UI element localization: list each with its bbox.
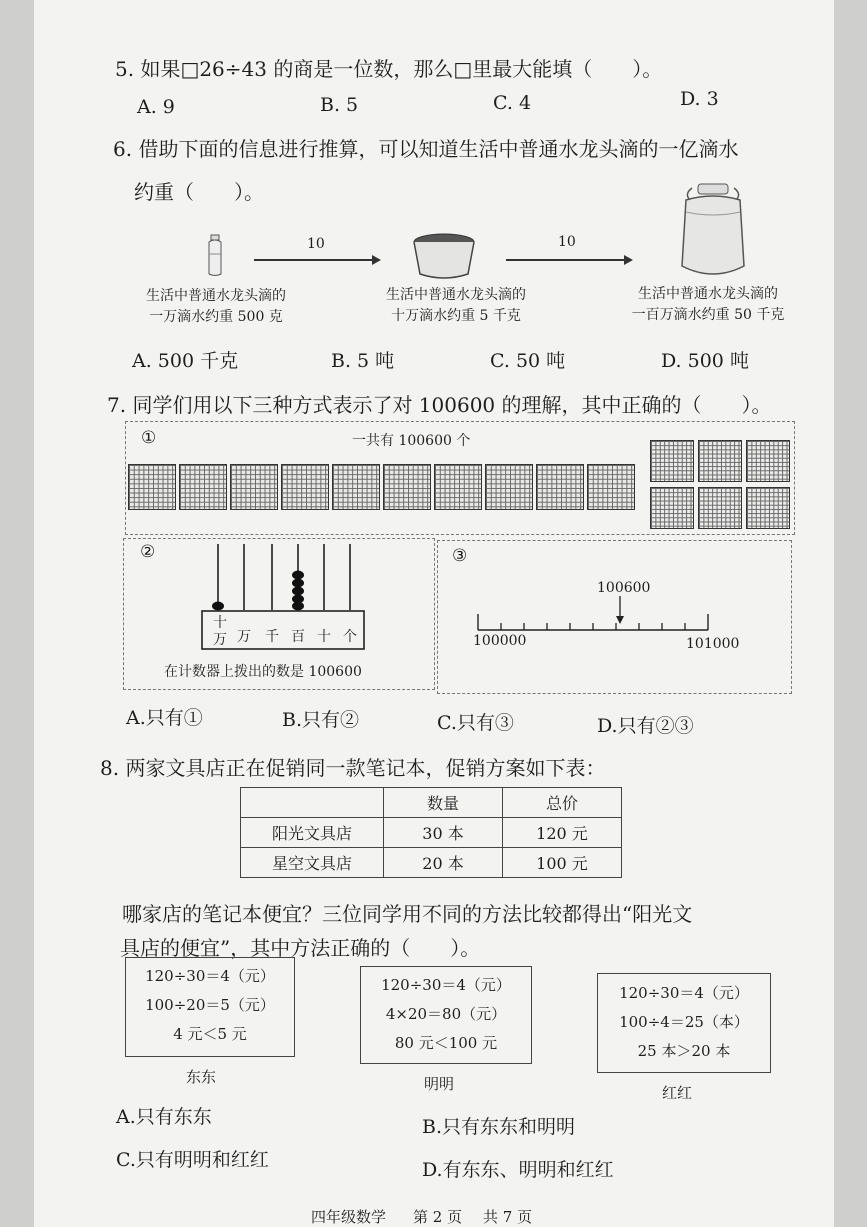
abacus-label-hundred-thousands: 十万: [213, 615, 227, 648]
water-barrel-icon: [678, 182, 748, 280]
table-row: [241, 818, 622, 848]
method-box-dongdong: [125, 957, 295, 1057]
caption-3-line2: 一百万滴水约重 50 千克: [631, 307, 785, 323]
method-line: 4 元＜5 元: [173, 1025, 247, 1043]
q6-stem-line2: 约重（ ）。: [134, 180, 264, 204]
q6-option-c: C. 50 吨: [490, 350, 566, 372]
panel-2-caption: 在计数器上拨出的数是 100600: [164, 664, 362, 680]
q7-option-b: B.只有②: [282, 709, 360, 731]
table-cell: 120 元: [503, 818, 622, 848]
thousand-cube: [230, 464, 278, 510]
q5-option-b: B. 5: [320, 94, 359, 116]
number-line: [470, 596, 720, 634]
arrow-1-label: 10: [307, 236, 325, 252]
method-line: 4×20＝80（元）: [385, 1005, 507, 1023]
thousand-cube: [434, 464, 482, 510]
panel-3-number: ③: [452, 546, 468, 566]
panel-1-number: ①: [141, 428, 157, 448]
method-box-mingming: [360, 966, 532, 1064]
method-line: 100÷4＝25（本）: [619, 1013, 749, 1031]
table-header-cell: 数量: [384, 788, 503, 818]
method-line: 100÷20＝5（元）: [145, 996, 275, 1014]
caption-1: [126, 286, 306, 328]
abacus-label-thousands: 千: [265, 629, 279, 645]
q7-option-c: C.只有③: [437, 712, 514, 734]
q8-question-line1: 哪家店的笔记本便宜？三位同学用不同的方法比较都得出“阳光文: [122, 902, 693, 926]
hundred-flat: [650, 440, 694, 482]
caption-3-line1: 生活中普通水龙头滴的: [638, 286, 778, 302]
table-row: [241, 848, 622, 878]
q6-option-b: B. 5 吨: [331, 350, 395, 372]
table-cell: 星空文具店: [241, 848, 384, 878]
caption-2-line1: 生活中普通水龙头滴的: [386, 287, 526, 303]
footer-subject: 四年级数学: [311, 1208, 387, 1226]
method-name-mingming: 明明: [424, 1075, 455, 1093]
thousand-cube: [536, 464, 584, 510]
thousand-cube: [485, 464, 533, 510]
panel-1-title: 一共有 100600 个: [352, 433, 471, 449]
thousand-cube: [332, 464, 380, 510]
caption-3: [608, 284, 808, 326]
table-cell: 100 元: [503, 848, 622, 878]
number-line-marker-label: 100600: [597, 580, 651, 596]
number-line-end: 101000: [686, 636, 740, 652]
method-line: 25 本＞20 本: [637, 1042, 731, 1060]
thousand-cube: [128, 464, 176, 510]
footer-page: 第 2 页: [413, 1208, 463, 1226]
number-line-start: 100000: [473, 633, 527, 649]
q8-question-line2: 具店的便宜”，其中方法正确的（ ）。: [120, 936, 481, 960]
method-line: 80 元＜100 元: [394, 1034, 498, 1052]
hundred-flat: [698, 440, 742, 482]
water-bottle-icon: [204, 234, 226, 278]
q6-option-a: A. 500 千克: [132, 350, 239, 372]
hundred-flat: [650, 487, 694, 529]
table-header-row: [241, 788, 622, 818]
thousand-cube: [383, 464, 431, 510]
hundred-flat: [698, 487, 742, 529]
method-name-dongdong: 东东: [186, 1068, 217, 1086]
q8-option-d: D.有东东、明明和红红: [422, 1159, 614, 1181]
thousand-cube: [179, 464, 227, 510]
thousand-cube: [281, 464, 329, 510]
q5-stem: 5. 如果□26÷43 的商是一位数，那么□里最大能填（ ）。: [115, 57, 663, 81]
caption-1-line2: 一万滴水约重 500 克: [149, 309, 283, 325]
hundred-flat: [746, 440, 790, 482]
panel-2-number: ②: [140, 542, 156, 562]
q6-stem-line1: 6. 借助下面的信息进行推算，可以知道生活中普通水龙头滴的一亿滴水: [113, 137, 739, 161]
table-cell: 阳光文具店: [241, 818, 384, 848]
q8-option-c: C.只有明明和红红: [116, 1149, 269, 1171]
arrow-2-label: 10: [558, 234, 576, 250]
hundred-flat: [746, 487, 790, 529]
caption-2: [366, 285, 546, 327]
promo-table: [240, 787, 622, 878]
footer-total: 共 7 页: [483, 1208, 533, 1226]
q8-option-b: B.只有东东和明明: [422, 1116, 576, 1138]
method-line: 120÷30＝4（元）: [619, 984, 749, 1002]
q7-option-a: A.只有①: [126, 707, 203, 729]
table-cell: 30 本: [384, 818, 503, 848]
abacus-label-ten-thousands: 万: [237, 629, 251, 645]
method-box-honghong: [597, 973, 771, 1073]
table-header-cell: [241, 788, 384, 818]
caption-2-line2: 十万滴水约重 5 千克: [391, 308, 521, 324]
q5-option-c: C. 4: [493, 92, 532, 114]
thousand-cube: [587, 464, 635, 510]
arrow-2: [506, 252, 634, 268]
q8-stem: 8. 两家文具店正在促销同一款笔记本，促销方案如下表：: [100, 756, 606, 780]
q8-option-a: A.只有东东: [116, 1106, 212, 1128]
abacus-label-tens: 十: [317, 629, 331, 645]
table-cell: 20 本: [384, 848, 503, 878]
bucket-icon: [410, 228, 478, 282]
method-name-honghong: 红红: [662, 1084, 693, 1102]
q6-option-d: D. 500 吨: [661, 350, 749, 372]
abacus-label-ones: 个: [343, 629, 357, 645]
method-line: 120÷30＝4（元）: [145, 967, 275, 985]
q7-stem: 7. 同学们用以下三种方式表示了对 100600 的理解，其中正确的（ ）。: [107, 393, 772, 417]
q5-option-d: D. 3: [680, 88, 719, 110]
method-line: 120÷30＝4（元）: [381, 976, 511, 994]
abacus-label-hundreds: 百: [291, 629, 305, 645]
q7-option-d: D.只有②③: [597, 715, 694, 737]
table-header-cell: 总价: [503, 788, 622, 818]
caption-1-line1: 生活中普通水龙头滴的: [146, 288, 286, 304]
q5-option-a: A. 9: [137, 96, 175, 118]
